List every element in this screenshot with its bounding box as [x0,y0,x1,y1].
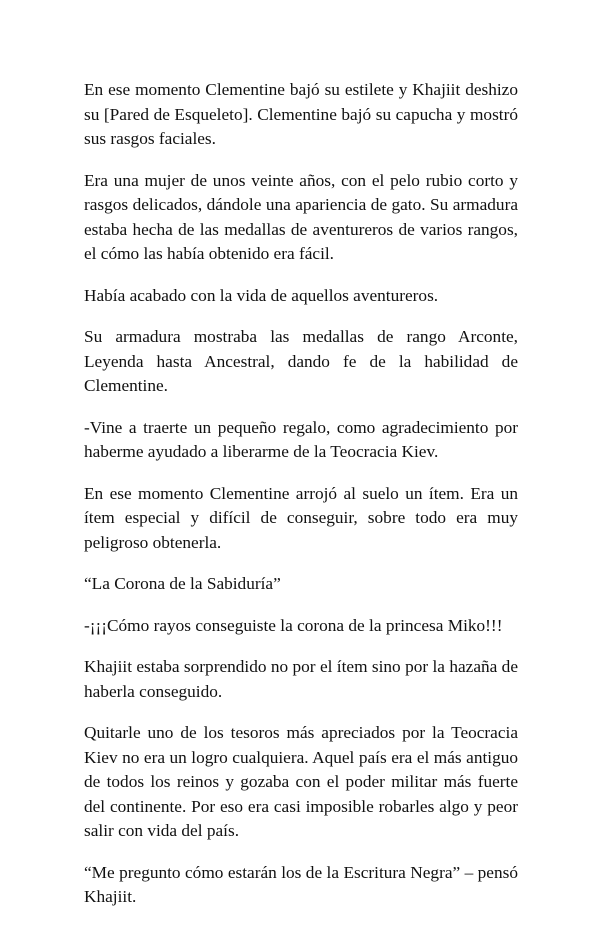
paragraph-7: “La Corona de la Sabiduría” [84,574,281,593]
paragraph-3: Había acabado con la vida de aquellos aventureros. [84,285,439,305]
paragraph-11: “Me pregunto cómo estarán los de la Escritura Negra” – pensó Khajiit. [84,862,518,906]
paragraph-9: Khajiit estaba sorprendido no por el ítem sino por la hazaña de haberla conseguido. [84,657,518,701]
paragraph-6: En ese momento Clementine arrojó al suelo un ítem. Era un ítem especial y difícil de conseguir, sobre todo era muy peligroso obtenerla. [84,483,518,552]
paragraph-8: -¡¡¡Cómo rayos conseguiste la corona de la princesa Miko!!! [84,615,503,635]
paragraph-5: -Vine a traerte un pequeño regalo, como agradecimiento por haberme ayudado a liberarme de la Teocracia Kiev. [84,417,518,461]
paragraph-1: En ese momento Clementine bajó su estilete y Khajiit deshizo su [Pared de Esqueleto]. Clementine bajó su capucha y mostró sus rasgos faciales. [84,80,518,148]
paragraph-10: Quitarle uno de los tesoros más apreciados por la Teocracia Kiev no era un logro cualquiera. Aquel país era el más antiguo de todos los reinos y gozaba con el poder militar más fuerte del continente. Por eso era casi imposible robarles algo y peor salir con vida del país. [84,723,518,840]
document-page [84,78,518,927]
paragraph-4: Su armadura mostraba las medallas de rango Arconte, Leyenda hasta Ancestral, dando fe de la habilidad de Clementine. [84,327,518,395]
paragraph-2: Era una mujer de unos veinte años, con el pelo rubio corto y rasgos delicados, dándole una apariencia de gato. Su armadura estaba hecha de las medallas de aventureros de varios rangos, el cómo las había obtenido era fácil. [84,170,518,263]
